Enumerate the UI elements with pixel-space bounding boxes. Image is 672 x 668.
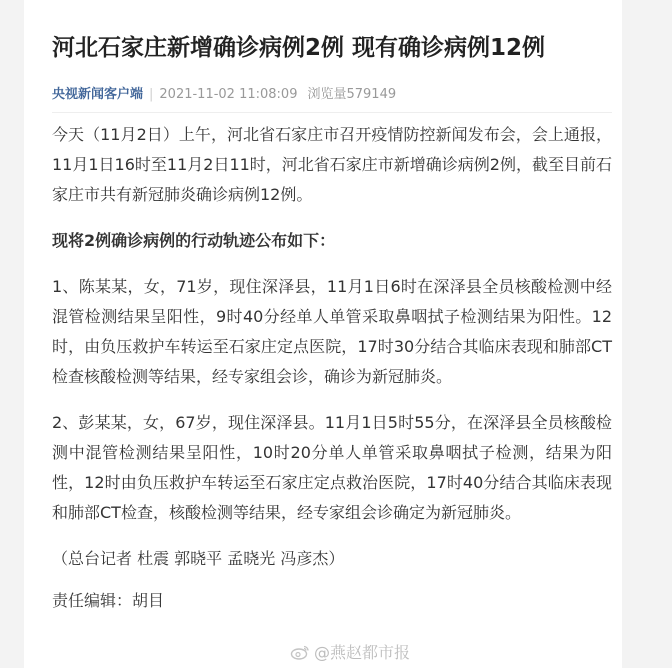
weibo-icon: [290, 644, 310, 660]
article-views: 浏览量579149: [307, 87, 397, 102]
article-paragraph-case-1: 1、陈某某，女，71岁，现住深泽县，11月1日6时在深泽县全员核酸检测中经混管检测结果呈阳性，9时40分经单人单管采取鼻咽拭子检测结果为阳性。12时，由负压救护车转运至石家庄定点医院，17时30分结合其临床表现和肺部CT检查核酸检测等结果，经专家组会诊，确诊为新冠肺炎。: [52, 277, 612, 386]
article-title: 河北石家庄新增确诊病例2例 现有确诊病例12例: [52, 35, 546, 61]
article-body: [52, 120, 612, 632]
watermark-text: @燕赵都市报: [314, 643, 411, 662]
header-divider: [52, 112, 612, 113]
article-card: [24, 0, 622, 668]
article-reporters: （总台记者 杜震 郭晓平 孟晓光 冯彦杰）: [52, 549, 345, 568]
article-paragraph-case-2: 2、彭某某，女，67岁，现住深泽县。11月1日5时55分，在深泽县全员核酸检测中混管检测结果呈阳性，10时20分单人单管采取鼻咽拭子检测，结果为阳性，12时由负压救护车转运至石家庄定点救治医院，17时40分结合其临床表现和肺部CT检查，核酸检测等结果，经专家组会诊确定为新冠肺炎。: [52, 413, 612, 522]
weibo-watermark: [290, 640, 410, 663]
article-datetime: 2021-11-02 11:08:09: [159, 87, 298, 102]
meta-separator: |: [149, 87, 154, 102]
article-source[interactable]: 央视新闻客户端: [52, 87, 144, 102]
article-subheading: 现将2例确诊病例的行动轨迹公布如下：: [52, 231, 336, 250]
article-editor: 责任编辑：胡目: [52, 591, 165, 610]
article-meta: [52, 84, 396, 106]
article-paragraph-intro: 今天（11月2日）上午，河北省石家庄市召开疫情防控新闻发布会，会上通报，11月1日16时至11月2日11时，河北省石家庄市新增确诊病例2例，截至目前石家庄市共有新冠肺炎确诊病例12例。: [52, 125, 612, 204]
